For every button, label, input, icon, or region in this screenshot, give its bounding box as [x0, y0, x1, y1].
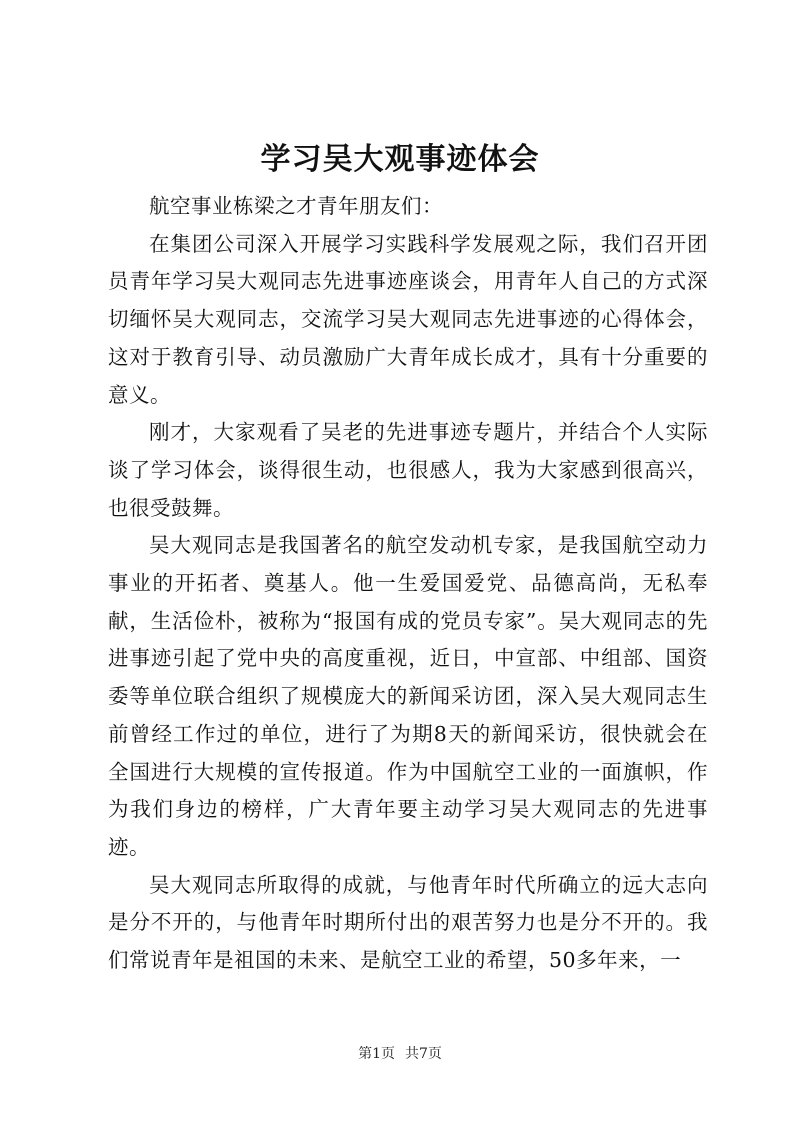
current-page-number: 第1页 — [358, 1046, 395, 1062]
body-paragraph: 吴大观同志所取得的成就，与他青年时代所确立的远大志向是分不开的，与他青年时期所付出的艰苦努力也是分不开的。我们常说青年是祖国的未来、是航空工业的希望，50多年来，一 — [108, 872, 708, 973]
body-paragraph: 在集团公司深入开展学习实践科学发展观之际，我们召开团员青年学习吴大观同志先进事迹座谈会，用青年人自己的方式深切缅怀吴大观同志，交流学习吴大观同志先进事迹的心得体会，这对于教育引导、动员激励广大青年成长成才，具有十分重要的意义。 — [108, 231, 708, 407]
total-page-count: 共7页 — [405, 1046, 442, 1062]
page-footer — [0, 1044, 800, 1064]
document-body — [108, 188, 708, 980]
document-title: 学习吴大观事迹体会 — [260, 142, 540, 177]
body-paragraph: 吴大观同志是我国著名的航空发动机专家，是我国航空动力事业的开拓者、奠基人。他一生爱国爱党、品德高尚，无私奉献，生活俭朴，被称为“报国有成的党员专家”。吴大观同志的先进事迹引起了党中央的高度重视，近日，中宣部、中组部、国资委等单位联合组织了规模庞大的新闻采访团，深入吴大观同志生前曾经工作过的单位，进行了为期8天的新闻采访，很快就会在全国进行大规模的宣传报道。作为中国航空工业的一面旗帜，作为我们身边的榜样，广大青年要主动学习吴大观同志的先进事迹。 — [108, 533, 708, 859]
body-paragraph: 刚才，大家观看了吴老的先进事迹专题片，并结合个人实际谈了学习体会，谈得很生动，也很感人，我为大家感到很高兴，也很受鼓舞。 — [108, 420, 708, 520]
salutation-paragraph: 航空事业栋梁之才青年朋友们： — [149, 194, 443, 218]
